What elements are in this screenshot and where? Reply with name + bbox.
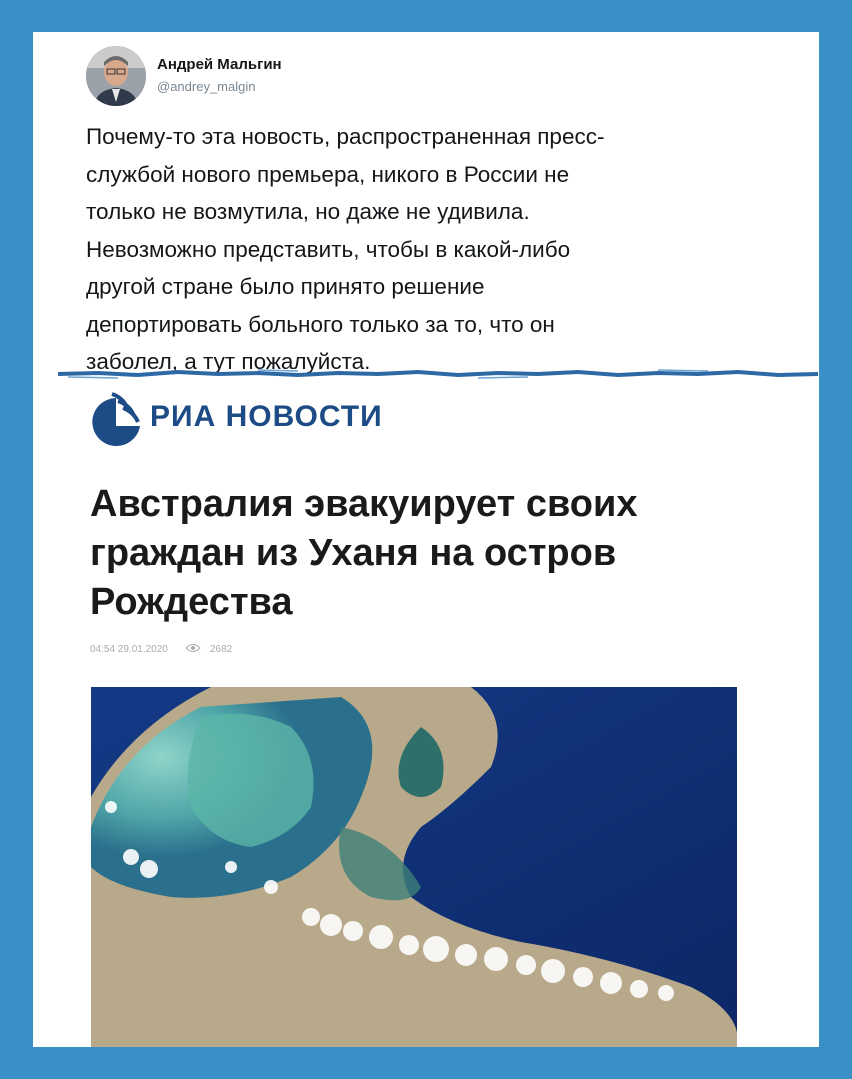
tweet-text-line: Почему-то эта новость, распространенная пресс- (86, 124, 605, 149)
ria-name: РИА НОВОСТИ (150, 400, 383, 433)
tweet-text-line: депортировать больного только за то, что он (86, 311, 555, 337)
tweet-text-line: только не возмутила, но даже не удивила. (86, 199, 530, 224)
author-handle[interactable]: @andrey_malgin (157, 79, 256, 94)
article-meta (90, 643, 232, 659)
ria-emblem-icon (90, 392, 142, 448)
tweet-text-line: заболел, а тут пожалуйста. (86, 349, 371, 374)
avatar[interactable] (86, 46, 146, 106)
article-views: 2682 (209, 644, 233, 655)
article-datetime: 04:54 29.01.2020 (90, 644, 168, 655)
headline-line: Австралия эвакуирует своих (90, 483, 638, 525)
tweet-text-line: Невозможно представить, чтобы в какой-либо (86, 236, 571, 262)
author-name[interactable]: Андрей Мальгин (157, 56, 282, 73)
article-headline[interactable] (90, 480, 770, 627)
tweet-text-line: другой стране было принято решение (86, 274, 485, 299)
eye-icon (185, 643, 201, 656)
torn-divider (58, 367, 818, 381)
satellite-photo (91, 687, 737, 1047)
headline-line: граждан из Уханя на остров (90, 532, 617, 574)
headline-line: Рождества (90, 581, 293, 623)
screenshot-card (33, 32, 819, 1047)
tweet-text (86, 118, 766, 381)
tweet-text-line: службой нового премьера, никого в России не (86, 161, 570, 187)
